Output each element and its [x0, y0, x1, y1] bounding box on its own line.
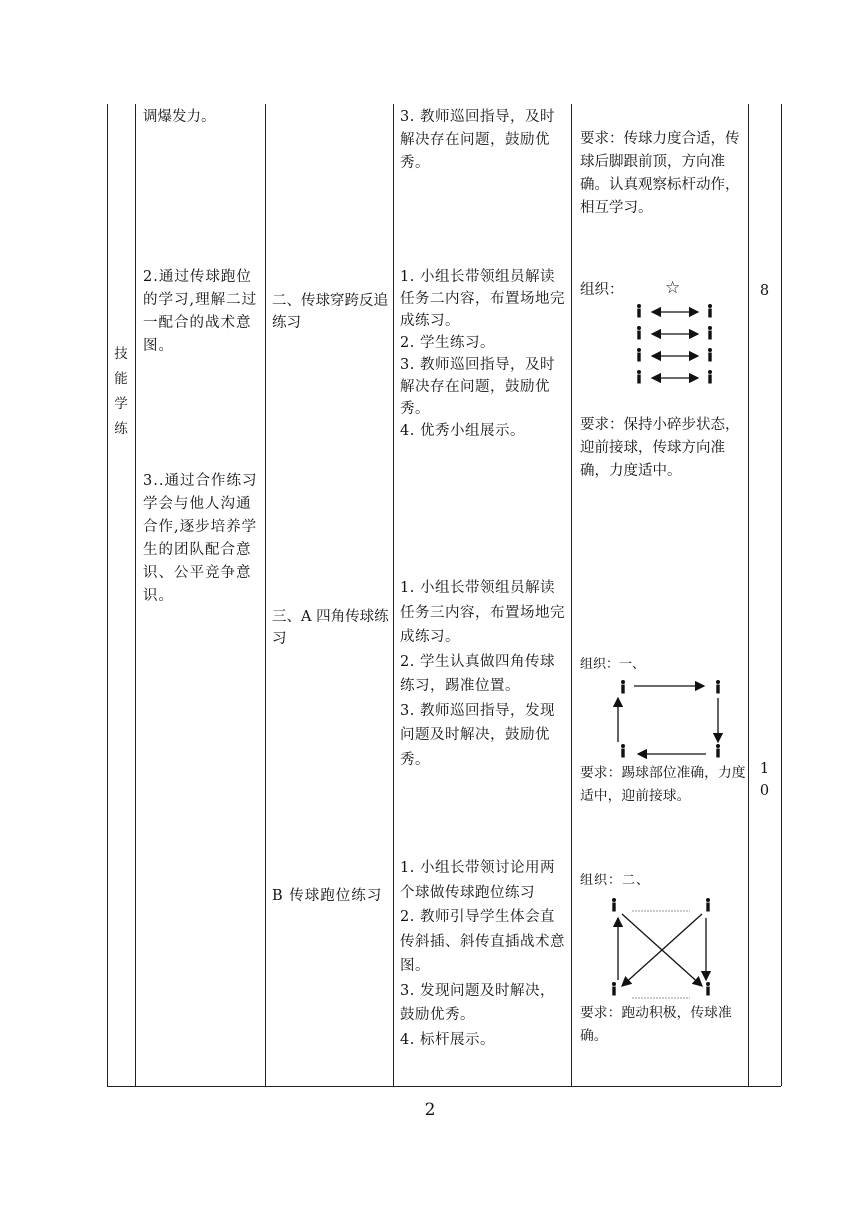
table-border-bottom — [107, 1086, 781, 1087]
player-icon — [637, 326, 641, 340]
table-divider — [265, 104, 266, 1086]
player-icon — [637, 348, 641, 362]
table-border-right — [781, 104, 782, 1086]
method-3b: 1. 小组长带领讨论用两个球做传球跑位练习 2. 教师引导学生体会直传斜插、斜传直插战术意图。 3. 发现问题及时解决，鼓励优秀。 4. 标杆展示。 — [400, 860, 565, 1048]
player-icon — [706, 982, 710, 996]
formation-diagram-2 — [630, 300, 720, 390]
star-icon: ☆ — [665, 278, 681, 298]
table-divider — [748, 104, 749, 1086]
content-3a: 三、A 四角传球练习 — [272, 609, 389, 647]
method-3a: 1. 小组长带领组员解读任务三内容，布置场地完成练习。 2. 学生认真做四角传球练习，踢准位置。 3. 教师巡回指导，发现问题及时解决，鼓励优秀。 — [400, 580, 565, 768]
table-border-left — [107, 104, 108, 1086]
page-number: 2 — [424, 1100, 436, 1120]
player-icon — [637, 304, 641, 318]
content-3b: B 传球跑位练习 — [272, 888, 383, 904]
goal-text-2: 2.通过传球跑位的学习,理解二过一配合的战术意图。 — [143, 269, 258, 354]
player-icon — [612, 898, 616, 912]
goal-text-3: 3..通过合作练习学会与他人沟通合作,逐步培养学生的团队配合意识、公平竞争意识。 — [143, 473, 258, 604]
player-icon — [637, 370, 641, 384]
requirement-2: 要求：保持小碎步状态，迎前接球，传球方向准确，力度适中。 — [580, 417, 740, 479]
method-2: 1. 小组长带领组员解读任务二内容，布置场地完成练习。 2. 学生练习。 3. 教师巡回指导，及时解决存在问题，鼓励优秀。 4. 优秀小组展示。 — [400, 269, 565, 439]
table-divider — [571, 104, 572, 1086]
formation-diagram-4 — [604, 894, 724, 1004]
player-icon — [708, 370, 712, 384]
player-icon — [716, 744, 720, 758]
requirement-1: 要求：传球力度合适，传球后脚跟前顶，方向准确。认真观察标杆动作，相互学习。 — [580, 131, 740, 216]
player-icon — [708, 326, 712, 340]
requirement-4: 要求：跑动积极，传球准确。 — [580, 1005, 732, 1044]
stage-label: 技能学练 — [114, 346, 128, 437]
table-divider — [135, 104, 136, 1086]
player-icon — [612, 982, 616, 996]
player-icon — [708, 348, 712, 362]
player-icon — [706, 898, 710, 912]
org-label-4: 组织：二、 — [580, 873, 651, 888]
player-icon — [716, 680, 720, 694]
org-label-2: 组织： — [580, 282, 624, 298]
method-1: 3. 教师巡回指导，及时解决存在问题，鼓励优秀。 — [400, 109, 555, 171]
time-3: 1 0 — [759, 761, 770, 799]
player-icon — [621, 744, 625, 758]
goal-text-1: 调爆发力。 — [143, 109, 216, 125]
player-icon — [708, 304, 712, 318]
requirement-3: 要求：踢球部位准确，力度适中，迎前接球。 — [580, 765, 746, 804]
player-icon — [621, 680, 625, 694]
formation-diagram-3 — [612, 676, 732, 764]
org-label-3: 组织：一、 — [580, 657, 646, 672]
table-divider — [393, 104, 394, 1086]
time-2: 8 — [759, 283, 770, 299]
content-2: 二、传球穿跨反追练习 — [272, 293, 388, 331]
